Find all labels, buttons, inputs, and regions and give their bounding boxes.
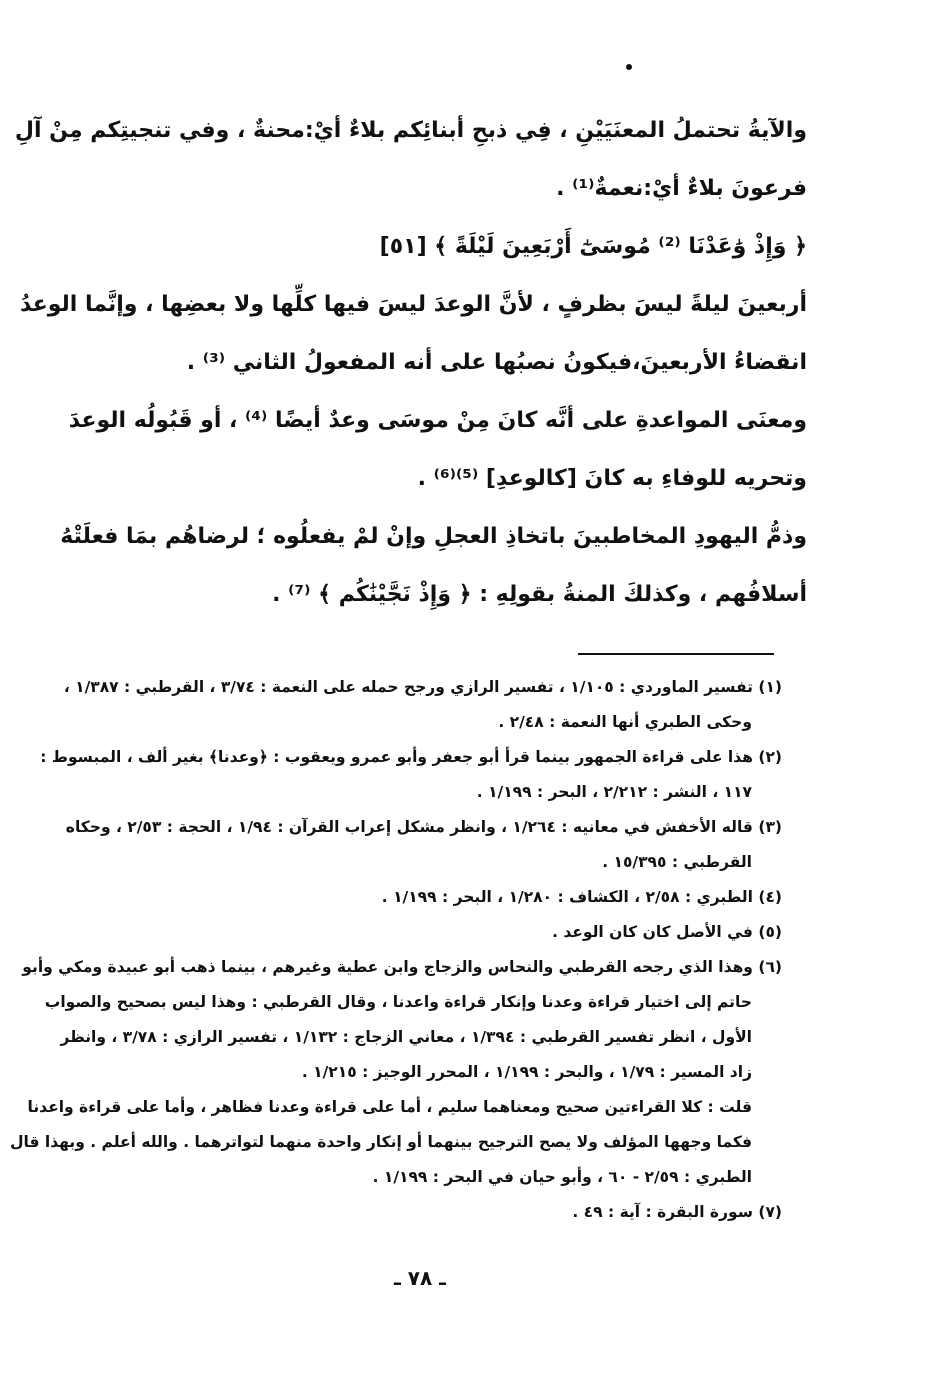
body-line-9: أسلافُهم ، وكذلكَ المنةُ بقولِهِ : ﴿ وَإِذْ نَجَّيْنَٰكُم ﴾ ⁽⁷⁾ . bbox=[272, 582, 807, 607]
footnote-6: (٦) وهذا الذي رجحه القرطبي والنحاس والزجاج وابن عطية وغيرهم ، بينما ذهب أبو عبيدة ومكي وأبو bbox=[22, 958, 782, 976]
body-line-4: أربعينَ ليلةً ليسَ بظرفٍ ، لأنَّ الوعدَ ليسَ فيها كلِّها ولا بعضِها ، وإنَّما الوعدُ bbox=[19, 292, 807, 317]
body-line-8: وذمُّ اليهودِ المخاطبينَ باتخاذِ العجلِ وإنْ لمْ يفعلُوه ؛ لرضاهُم بمَا فعلَتْهُ bbox=[60, 524, 807, 549]
footnote-6-note-2: فكما وجهها المؤلف ولا يصح الترجيح بينهما أو إنكار واحدة منهما لتواترهما . والله أعلم . وبهذا قال bbox=[10, 1133, 752, 1151]
body-line-1: والآيةُ تحتملُ المعنَيَيْنِ ، فِي ذبحِ أبنائِكم بلاءٌ أيْ:محنةٌ ، وفي تنجيتِكم مِنْ آلِ bbox=[14, 118, 807, 143]
footnote-4: (٤) الطبري : ٢/٥٨ ، الكشاف : ١/٢٨٠ ، البحر : ١/١٩٩ . bbox=[381, 888, 782, 906]
footnote-1: (١) تفسير الماوردي : ١/١٠٥ ، تفسير الرازي ورجح حمله على النعمة : ٣/٧٤ ، القرطبي : ١/٣٨٧ ، bbox=[63, 678, 782, 696]
ink-dot bbox=[626, 64, 632, 70]
footnote-7: (٧) سورة البقرة : آية : ٤٩ . bbox=[572, 1203, 782, 1221]
footnote-separator bbox=[578, 653, 774, 655]
body-line-2: فرعونَ بلاءٌ أيْ:نعمةٌ⁽¹⁾ . bbox=[556, 176, 807, 201]
footnotes bbox=[10, 670, 782, 1230]
footnote-6-note-3: الطبري : ٢/٥٩ - ٦٠ ، وأبو حيان في البحر : ١/١٩٩ . bbox=[372, 1168, 752, 1186]
main-text bbox=[14, 102, 807, 624]
footnote-1-cont: وحكى الطبري أنها النعمة : ٢/٤٨ . bbox=[498, 713, 752, 731]
footnote-3: (٣) قاله الأخفش في معانيه : ١/٢٦٤ ، وانظر مشكل إعراب القرآن : ١/٩٤ ، الحجة : ٢/٥٣ ، وحكاه bbox=[65, 818, 782, 836]
page-number: ـ ٧٨ ـ bbox=[393, 1266, 447, 1290]
footnote-6-cont-2: الأول ، انظر تفسير القرطبي : ١/٣٩٤ ، معاني الزجاج : ١/١٣٢ ، تفسير الرازي : ٣/٧٨ ، وانظر bbox=[60, 1028, 752, 1046]
footnote-3-cont: القرطبي : ١٥/٣٩٥ . bbox=[602, 853, 752, 871]
body-line-6: ومعنَى المواعدةِ على أنَّه كانَ مِنْ موسَى وعدٌ أيضًا ⁽⁴⁾ ، أو قَبُولُه الوعدَ bbox=[68, 408, 807, 433]
footnote-2-cont: ١١٧ ، النشر : ٢/٢١٢ ، البحر : ١/١٩٩ . bbox=[476, 783, 752, 801]
quran-verse: ﴿ وَإِذْ وَٰعَدْنَا ⁽²⁾ مُوسَىٰٓ أَرْبَعِينَ لَيْلَةً ﴾ [٥١] bbox=[379, 234, 807, 259]
footnote-6-cont-1: حاتم إلى اختيار قراءة وعدنا وإنكار قراءة واعدنا ، وقال القرطبي : وهذا ليس بصحيح والصواب bbox=[44, 993, 752, 1011]
footnote-6-cont-3: زاد المسير : ١/٧٩ ، والبحر : ١/١٩٩ ، المحرر الوجيز : ١/٢١٥ . bbox=[301, 1063, 752, 1081]
footnote-6-note-1: قلت : كلا القراءتين صحيح ومعناهما سليم ، أما على قراءة وعدنا فظاهر ، وأما على قراءة واعدنا bbox=[27, 1098, 752, 1116]
body-line-5: انقضاءُ الأربعينَ،فيكونُ نصبُها على أنه المفعولُ الثاني ⁽³⁾ . bbox=[186, 350, 807, 375]
footnote-5: (٥) في الأصل كان كان الوعد . bbox=[552, 923, 782, 941]
body-line-7: وتحريه للوفاءِ به كانَ [كالوعدِ] ⁽⁵⁾⁽⁶⁾ . bbox=[417, 466, 807, 491]
footnote-2: (٢) هذا على قراءة الجمهور بينما قرأ أبو جعفر وأبو عمرو ويعقوب : ﴿وعدنا﴾ بغير ألف ، المبسوط : bbox=[40, 748, 782, 766]
